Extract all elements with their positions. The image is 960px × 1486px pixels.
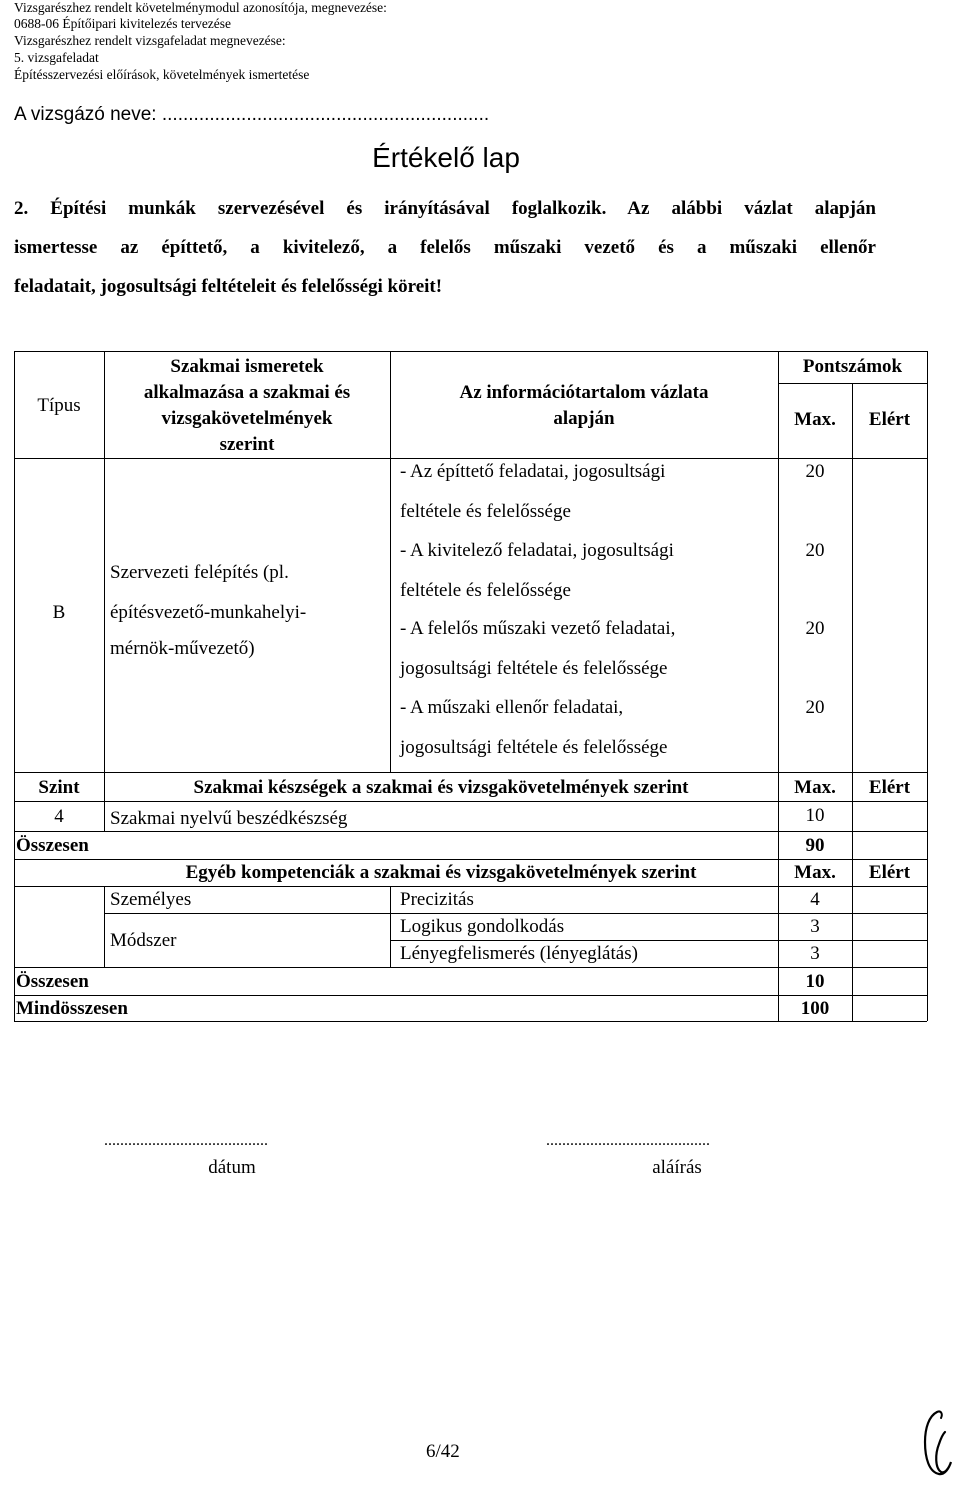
item-max-score: 20 (805, 618, 825, 639)
competence-max: 4 (810, 889, 820, 910)
header-line: 0688-06 Építőipari kivitelezés tervezése (14, 16, 232, 31)
col-head-max: Max. (794, 409, 836, 430)
task-line: ismertesse az építtető, a kivitelező, a felelős műszaki vezető és a műszaki ellenőr (14, 237, 876, 258)
page-title: Értékelő lap (372, 142, 520, 173)
page-number: 6/42 (426, 1441, 460, 1462)
competence-category: Módszer (110, 930, 177, 951)
info-item-line: - A kivitelező feladatai, jogosultsági (400, 540, 674, 561)
skill-description-line: mérnök-művezető) (110, 638, 255, 659)
item-max-score: 20 (805, 461, 825, 482)
subtotal-label: Összesen (16, 971, 89, 992)
signature-label: aláírás (652, 1157, 702, 1178)
header-line: Vizsgarészhez rendelt követelménymodul azonosítója, megnevezése: (14, 0, 387, 15)
skills-head-max: Max. (794, 777, 836, 798)
info-item-line: - Az építtető feladatai, jogosultsági (400, 461, 666, 482)
other-head-achieved: Elért (868, 862, 911, 883)
item-max-score: 20 (805, 697, 825, 718)
competence-category: Személyes (110, 889, 192, 910)
skills-head-achieved: Elért (868, 777, 911, 798)
skills-head-level: Szint (38, 777, 80, 798)
header-line: Vizsgarészhez rendelt vizsgafeladat megnevezése: (14, 33, 286, 48)
col-head-scores: Pontszámok (802, 356, 903, 377)
col-head-skill-line: szerint (219, 434, 275, 455)
subtotal-value: 90 (805, 835, 825, 856)
competence-label: Lényegfelismerés (lényeglátás) (400, 943, 638, 964)
col-head-skill-line: vizsgakövetelmények (161, 408, 333, 429)
subtotal-value: 10 (805, 971, 825, 992)
col-head-achieved: Elért (868, 409, 911, 430)
col-head-info-line: alapján (553, 408, 615, 429)
skill-description-line: Szervezeti felépítés (pl. (110, 562, 289, 583)
handwritten-signature-icon (915, 1408, 955, 1480)
info-item-line: feltétele és felelőssége (400, 580, 571, 601)
item-max-score: 20 (805, 540, 825, 561)
skill-level: 4 (54, 806, 64, 827)
skill-description-line: építésvezető-munkahelyi- (110, 602, 307, 623)
competence-label: Precizitás (400, 889, 474, 910)
competence-max: 3 (810, 916, 820, 937)
col-head-skill-line: Szakmai ismeretek (170, 356, 324, 377)
skill-max: 10 (805, 805, 825, 826)
skill-label: Szakmai nyelvű beszédkészség (110, 808, 348, 829)
skills-head-label: Szakmai készségek a szakmai és vizsgakövetelmények szerint (193, 777, 689, 798)
grand-total-value: 100 (800, 998, 830, 1019)
info-item-line: - A műszaki ellenőr feladatai, (400, 697, 624, 718)
date-dots: ......................................... (104, 1132, 268, 1149)
info-item-line: jogosultsági feltétele és felelőssége (400, 658, 668, 679)
subtotal-label: Összesen (16, 835, 89, 856)
other-head-max: Max. (794, 862, 836, 883)
candidate-name-field: A vizsgázó neve: .............................................................. (14, 104, 490, 125)
date-label: dátum (208, 1157, 256, 1178)
info-item-line: feltétele és felelőssége (400, 501, 571, 522)
info-item-line: jogosultsági feltétele és felelőssége (400, 737, 668, 758)
competence-max: 3 (810, 943, 820, 964)
col-head-info-line: Az információtartalom vázlata (459, 382, 709, 403)
col-head-type: Típus (37, 395, 81, 416)
grand-total-label: Mindösszesen (16, 998, 128, 1019)
competence-label: Logikus gondolkodás (400, 916, 565, 937)
task-line: 2. Építési munkák szervezésével és irányításával foglalkozik. Az alábbi vázlat alapján (14, 198, 876, 219)
col-head-skill-line: alkalmazása a szakmai és (143, 382, 351, 403)
signature-dots: ......................................... (546, 1132, 710, 1149)
other-head-label: Egyéb kompetenciák a szakmai és vizsgakövetelmények szerint (185, 862, 697, 883)
type-value: B (52, 602, 66, 623)
header-line: Építésszervezési előírások, követelmények ismertetése (14, 67, 310, 82)
task-line: feladatait, jogosultsági feltételeit és felelősségi köreit! (14, 276, 443, 297)
header-line: 5. vizsgafeladat (14, 50, 99, 65)
info-item-line: - A felelős műszaki vezető feladatai, (400, 618, 676, 639)
